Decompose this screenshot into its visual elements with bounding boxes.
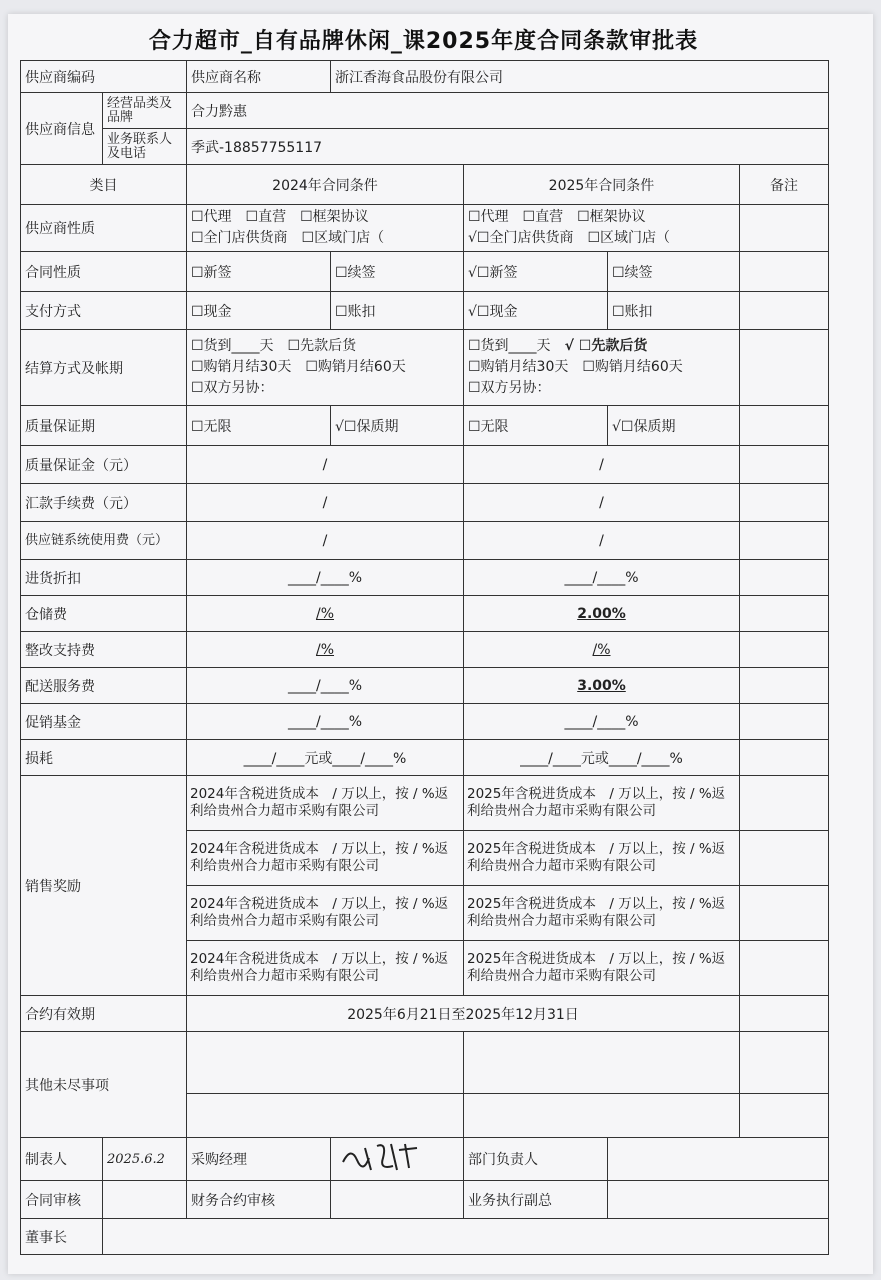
contract-type-2025-renew[interactable]: ☐续签 [608, 252, 740, 292]
other-2025-a[interactable] [464, 1032, 740, 1094]
sales-reward-remark-3[interactable] [740, 886, 829, 941]
vp-label: 业务执行副总 [464, 1181, 608, 1219]
remit-fee-2024[interactable]: / [187, 484, 464, 522]
row-validity [21, 996, 829, 1032]
system-fee-2024[interactable]: / [187, 522, 464, 560]
row-warranty [21, 406, 829, 446]
row-deposit [21, 446, 829, 484]
validity-value[interactable]: 2025年6月21日至2025年12月31日 [187, 996, 740, 1032]
storage-label: 仓储费 [21, 596, 187, 632]
settlement-2024-line3[interactable]: ☐双方另协： [191, 380, 274, 396]
row-other [21, 1032, 829, 1094]
contact-label: 业务联系人及电话 [103, 129, 187, 165]
remit-fee-remark[interactable] [740, 484, 829, 522]
deposit-2024[interactable]: / [187, 446, 464, 484]
contract-review-label: 合同审核 [21, 1181, 103, 1219]
warranty-2025-shelf[interactable]: √☐保质期 [608, 406, 740, 446]
row-supplier-nature [21, 205, 829, 252]
discount-label: 进货折扣 [21, 560, 187, 596]
settlement-2024 [187, 330, 464, 406]
warranty-label: 质量保证期 [21, 406, 187, 446]
payment-remark[interactable] [740, 292, 829, 330]
sales-reward-2025-tier3[interactable]: 2025年含税进货成本 / 万以上，按 / %返利给贵州合力超市采购有限公司 [464, 886, 740, 941]
promo-2024[interactable]: ____/____% [187, 704, 464, 740]
chairman-signature[interactable] [103, 1219, 829, 1255]
header-2025: 2025年合同条件 [464, 165, 740, 205]
payment-2025-deduct[interactable]: ☐账扣 [608, 292, 740, 330]
settlement-2025-line3[interactable]: ☐双方另协： [468, 380, 551, 396]
deposit-2025[interactable]: / [464, 446, 740, 484]
settlement-2024-30d[interactable]: ☐购销月结30天 [191, 359, 292, 375]
warranty-remark[interactable] [740, 406, 829, 446]
sales-reward-remark-1[interactable] [740, 776, 829, 831]
category-value: 合力黔惠 [187, 93, 829, 129]
category-label: 经营品类及品牌 [103, 93, 187, 129]
other-label: 其他未尽事项 [21, 1032, 187, 1138]
handwritten-signature-icon [335, 1140, 425, 1174]
discount-2025[interactable]: ____/____% [464, 560, 740, 596]
sales-reward-2025-tier1[interactable]: 2025年含税进货成本 / 万以上，按 / %返利给贵州合力超市采购有限公司 [464, 776, 740, 831]
storage-2025[interactable]: 2.00% [464, 596, 740, 632]
other-2024-a[interactable] [187, 1032, 464, 1094]
page-title: 合力超市_自有品牌休闲_课2025年度合同条款审批表 [148, 29, 699, 54]
other-remark-a[interactable] [740, 1032, 829, 1094]
payment-2024-cash[interactable]: ☐现金 [187, 292, 331, 330]
nature-2025 [464, 205, 740, 252]
row-sales-reward [21, 776, 829, 831]
row-delivery [21, 668, 829, 704]
row-rectify [21, 632, 829, 668]
remit-fee-label: 汇款手续费（元） [21, 484, 187, 522]
payment-2025-cash[interactable]: √☐现金 [464, 292, 608, 330]
purchase-mgr-label: 采购经理 [187, 1138, 331, 1181]
sales-reward-2024-tier1[interactable]: 2024年含税进货成本 / 万以上，按 / %返利给贵州合力超市采购有限公司 [187, 776, 464, 831]
nature-label: 供应商性质 [21, 205, 187, 252]
nature-2025-line2[interactable]: √☐全门店供货商 ☐区域门店（ [468, 230, 671, 246]
settlement-remark[interactable] [740, 330, 829, 406]
contract-type-2025-new[interactable]: √☐新签 [464, 252, 608, 292]
vp-signature[interactable] [608, 1181, 829, 1219]
warranty-2024-shelf[interactable]: √☐保质期 [331, 406, 464, 446]
remit-fee-2025[interactable]: / [464, 484, 740, 522]
validity-remark[interactable] [740, 996, 829, 1032]
sales-reward-2024-tier2[interactable]: 2024年含税进货成本 / 万以上，按 / %返利给贵州合力超市采购有限公司 [187, 831, 464, 886]
contact-value: 季武-18857755117 [187, 129, 829, 165]
row-loss [21, 740, 829, 776]
header-2024: 2024年合同条件 [187, 165, 464, 205]
storage-2024[interactable]: /% [187, 596, 464, 632]
settlement-2025 [464, 330, 740, 406]
maker-label: 制表人 [21, 1138, 103, 1181]
rectify-2025[interactable]: /% [464, 632, 740, 668]
loss-2024[interactable]: ____/____元或____/____% [187, 740, 464, 776]
system-fee-label: 供应链系统使用费（元） [21, 522, 187, 560]
settlement-2025-cod[interactable]: ☐货到____天 [468, 338, 551, 354]
storage-remark[interactable] [740, 596, 829, 632]
supplier-contact-row [21, 129, 829, 165]
promo-2025[interactable]: ____/____% [464, 704, 740, 740]
settlement-2024-60d[interactable]: ☐购销月结60天 [305, 359, 406, 375]
deposit-label: 质量保证金（元） [21, 446, 187, 484]
sales-reward-remark-4[interactable] [740, 941, 829, 996]
promo-remark[interactable] [740, 704, 829, 740]
row-payment [21, 292, 829, 330]
system-fee-remark[interactable] [740, 522, 829, 560]
nature-2024-line2[interactable]: ☐全门店供货商 ☐区域门店（ [191, 230, 385, 246]
chairman-label: 董事长 [21, 1219, 103, 1255]
delivery-remark[interactable] [740, 668, 829, 704]
settlement-2025-prepay[interactable]: √ ☐先款后货 [564, 338, 648, 354]
loss-2025[interactable]: ____/____元或____/____% [464, 740, 740, 776]
column-header-row [21, 165, 829, 205]
other-2024-b[interactable] [187, 1094, 464, 1138]
sales-reward-2024-tier4[interactable]: 2024年含税进货成本 / 万以上，按 / %返利给贵州合力超市采购有限公司 [187, 941, 464, 996]
contract-review-signature[interactable] [103, 1181, 187, 1219]
payment-2024-deduct[interactable]: ☐账扣 [331, 292, 464, 330]
sales-reward-label: 销售奖励 [21, 776, 187, 996]
loss-label: 损耗 [21, 740, 187, 776]
supplier-code-label: 供应商编码 [21, 61, 187, 93]
row-contract-type [21, 252, 829, 292]
supplier-name-value: 浙江香海食品股份有限公司 [331, 61, 829, 93]
settlement-2025-60d[interactable]: ☐购销月结60天 [582, 359, 683, 375]
finance-review-signature[interactable] [331, 1181, 464, 1219]
other-remark-b[interactable] [740, 1094, 829, 1138]
contract-type-label: 合同性质 [21, 252, 187, 292]
row-signoff-2 [21, 1181, 829, 1219]
settlement-2024-line1[interactable]: ☐货到____天 ☐先款后货 [191, 338, 357, 354]
deposit-remark[interactable] [740, 446, 829, 484]
sales-reward-2025-tier2[interactable]: 2025年含税进货成本 / 万以上，按 / %返利给贵州合力超市采购有限公司 [464, 831, 740, 886]
row-settlement [21, 330, 829, 406]
delivery-label: 配送服务费 [21, 668, 187, 704]
header-category: 类目 [21, 165, 187, 205]
discount-2024[interactable]: ____/____% [187, 560, 464, 596]
contract-type-remark[interactable] [740, 252, 829, 292]
sales-reward-2024-tier3[interactable]: 2024年含税进货成本 / 万以上，按 / %返利给贵州合力超市采购有限公司 [187, 886, 464, 941]
rectify-remark[interactable] [740, 632, 829, 668]
row-storage [21, 596, 829, 632]
row-remit-fee [21, 484, 829, 522]
nature-remark[interactable] [740, 205, 829, 252]
discount-remark[interactable] [740, 560, 829, 596]
warranty-2025-unlimited[interactable]: ☐无限 [464, 406, 608, 446]
finance-review-label: 财务合约审核 [187, 1181, 331, 1219]
delivery-2024[interactable]: ____/____% [187, 668, 464, 704]
other-2025-b[interactable] [464, 1094, 740, 1138]
nature-2024-line1[interactable]: ☐代理 ☐直营 ☐框架协议 [191, 209, 369, 225]
dept-head-label: 部门负责人 [464, 1138, 608, 1181]
rectify-label: 整改支持费 [21, 632, 187, 668]
row-promo [21, 704, 829, 740]
contract-type-2024-new[interactable]: ☐新签 [187, 252, 331, 292]
row-discount [21, 560, 829, 596]
purchase-mgr-signature[interactable] [331, 1138, 464, 1181]
dept-head-signature[interactable] [608, 1138, 829, 1181]
row-system-fee [21, 522, 829, 560]
system-fee-2025[interactable]: / [464, 522, 740, 560]
settlement-2025-30d[interactable]: ☐购销月结30天 [468, 359, 569, 375]
sales-reward-remark-2[interactable] [740, 831, 829, 886]
row-signoff-3 [21, 1219, 829, 1255]
maker-signature[interactable]: 2025.6.2 [103, 1138, 187, 1181]
validity-label: 合约有效期 [21, 996, 187, 1032]
header-remark: 备注 [740, 165, 829, 205]
promo-label: 促销基金 [21, 704, 187, 740]
supplier-code-row [21, 61, 829, 93]
settlement-label: 结算方式及帐期 [21, 330, 187, 406]
delivery-2025[interactable]: 3.00% [464, 668, 740, 704]
loss-remark[interactable] [740, 740, 829, 776]
supplier-info-label: 供应商信息 [21, 93, 103, 165]
approval-table [20, 60, 829, 1255]
supplier-name-label: 供应商名称 [187, 61, 331, 93]
nature-2025-line1[interactable]: ☐代理 ☐直营 ☐框架协议 [468, 209, 646, 225]
supplier-category-row [21, 93, 829, 129]
row-signoff-1 [21, 1138, 829, 1181]
contract-type-2024-renew[interactable]: ☐续签 [331, 252, 464, 292]
nature-2024 [187, 205, 464, 252]
payment-label: 支付方式 [21, 292, 187, 330]
sales-reward-2025-tier4[interactable]: 2025年含税进货成本 / 万以上，按 / %返利给贵州合力超市采购有限公司 [464, 941, 740, 996]
rectify-2024[interactable]: /% [187, 632, 464, 668]
warranty-2024-unlimited[interactable]: ☐无限 [187, 406, 331, 446]
